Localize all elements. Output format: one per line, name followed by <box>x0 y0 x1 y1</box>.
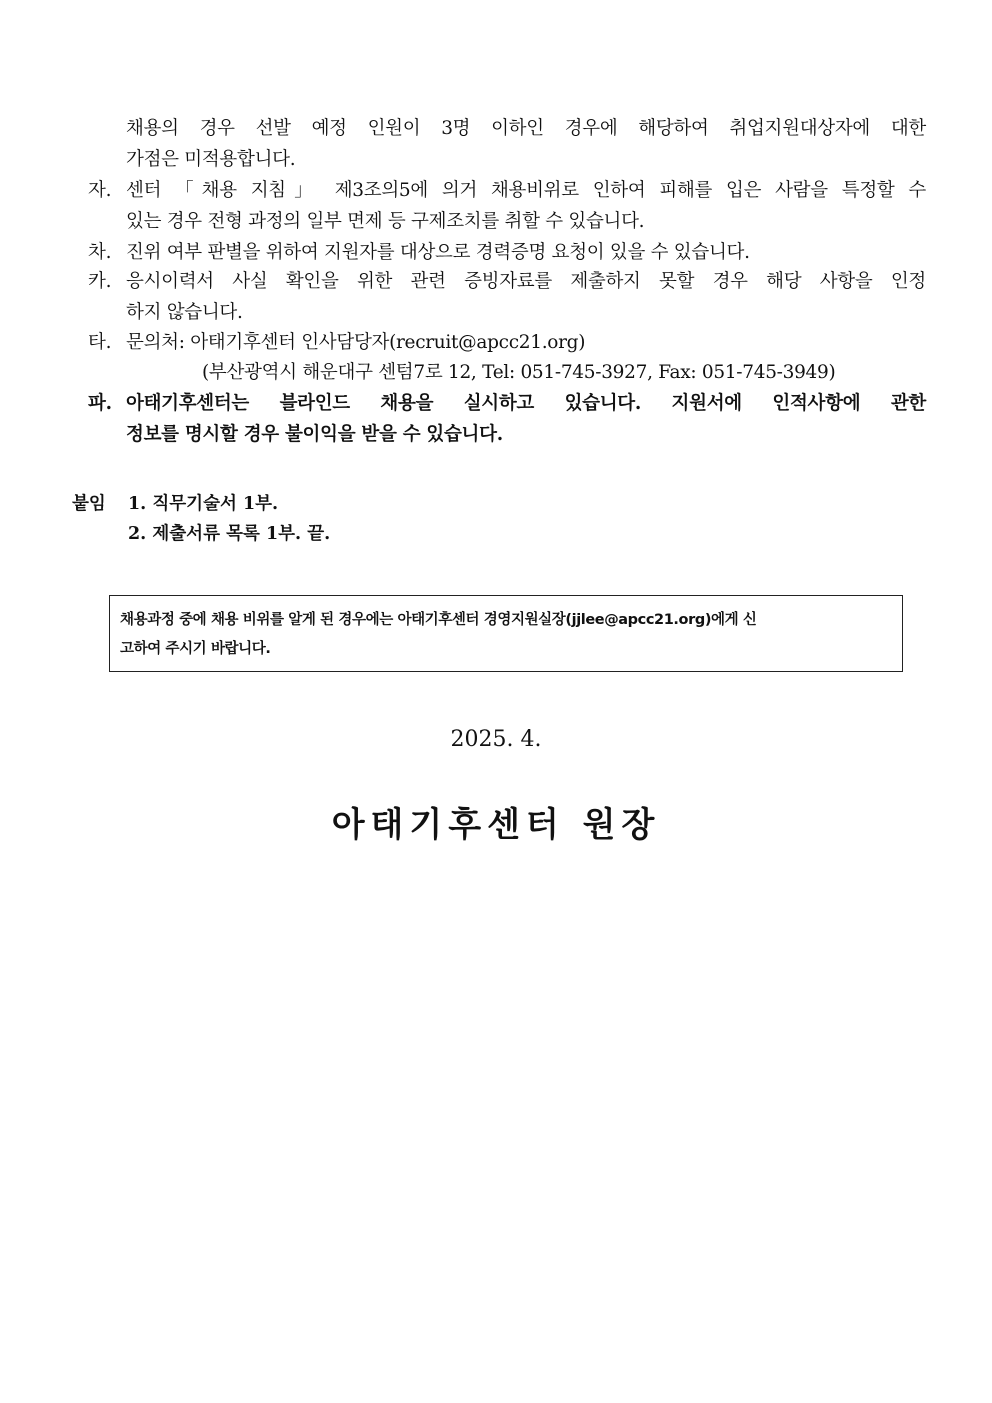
item-ja-line-1: 센터 「채용 지침」 제3조의5에 의거 채용비위로 인하여 피해를 입은 사람을 특정할 수 <box>126 180 926 201</box>
item-ka-line-1: 응시이력서 사실 확인을 위한 관련 증빙자료를 제출하지 못할 경우 해당 사항을 인정 <box>126 271 926 292</box>
signature: 아태기후센터 원장 <box>331 805 661 845</box>
item-pa-marker: 파. <box>88 393 112 414</box>
item-cha-line-1: 진위 여부 판별을 위하여 지원자를 대상으로 경력증명 요청이 있을 수 있습니다. <box>126 242 750 263</box>
item-cha-marker: 차. <box>88 242 112 263</box>
item-pa-line-2: 정보를 명시할 경우 불이익을 받을 수 있습니다. <box>126 424 503 445</box>
item-ka-marker: 카. <box>88 271 112 292</box>
attachment-item-1: 1. 직무기술서 1부. <box>128 494 279 514</box>
item-ja-marker: 자. <box>88 180 112 201</box>
notice-box <box>109 595 903 672</box>
item-continuation-line-2: 가점은 미적용합니다. <box>126 149 296 170</box>
item-ta-marker: 타. <box>88 332 112 353</box>
contact-address-line: (부산광역시 해운대구 센텀7로 12, Tel: 051-745-3927, Fax: 051-745-3949) <box>202 362 836 383</box>
item-ja-line-2: 있는 경우 전형 과정의 일부 면제 등 구제조치를 취할 수 있습니다. <box>126 211 645 232</box>
item-continuation-line-1: 채용의 경우 선발 예정 인원이 3명 이하인 경우에 해당하여 취업지원대상자에 대한 <box>126 118 926 139</box>
attachment-label: 붙임 <box>72 494 106 514</box>
notice-line-1: 채용과정 중에 채용 비위를 알게 된 경우에는 아태기후센터 경영지원실장(jjlee@apcc21.org)에게 신 <box>120 612 757 628</box>
document-date: 2025. 4. <box>450 727 542 752</box>
item-pa-line-1: 아태기후센터는 블라인드 채용을 실시하고 있습니다. 지원서에 인적사항에 관한 <box>126 393 926 414</box>
notice-line-2: 고하여 주시기 바랍니다. <box>120 641 271 657</box>
attachment-item-2: 2. 제출서류 목록 1부. 끝. <box>128 524 331 544</box>
contact-line: 문의처: 아태기후센터 인사담당자(recruit@apcc21.org) <box>126 332 586 353</box>
item-ka-line-2: 하지 않습니다. <box>126 302 243 323</box>
